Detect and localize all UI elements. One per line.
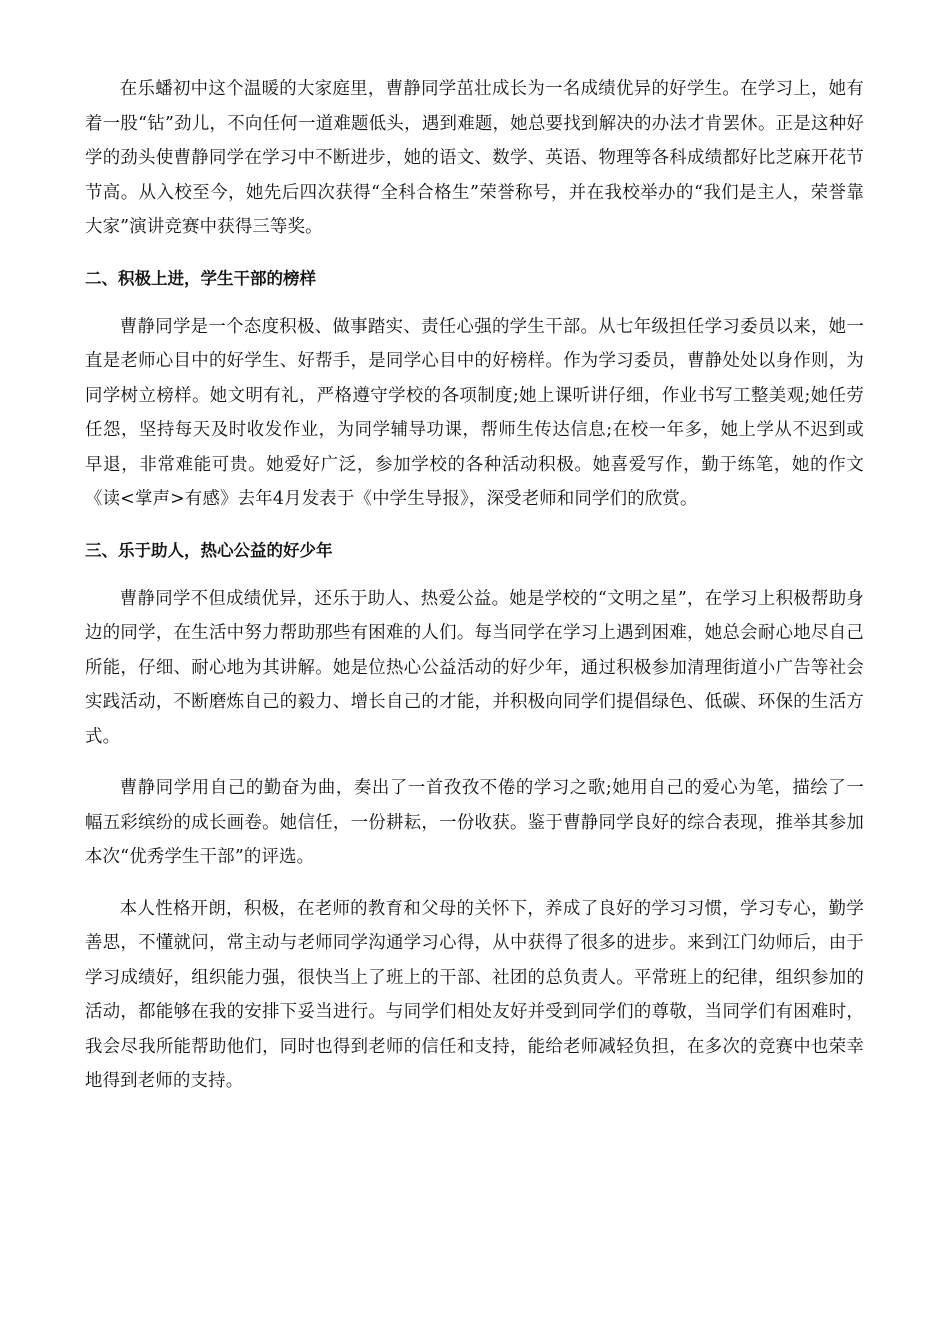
paragraph-leadership: 曹静同学是一个态度积极、做事踏实、责任心强的学生干部。从七年级担任学习委员以来，她一直是老师心目中的好学生、好帮手，是同学心目中的好榜样。作为学习委员，曹静处处以身作则，为同学树立榜样。她文明有礼，严格遵守学校的各项制度;她上课听讲仔细，作业书写工整美观;她任劳任怨，坚持每天及时收发作业，为同学辅导功课，帮师生传达信息;在校一年多，她上学从不迟到或早退，非常难能可贵。她爱好广泛，参加学校的各种活动积极。她喜爱写作，勤于练笔，她的作文《读<掌声>有感》去年4月发表于《中学生导报》，深受老师和同学们的欣赏。 bbox=[85, 316, 864, 509]
paragraph-recommendation: 曹静同学用自己的勤奋为曲，奏出了一首孜孜不倦的学习之歌;她用自己的爱心为笔，描绘了一幅五彩缤纷的成长画卷。她信任，一份耕耘，一份收获。鉴于曹静同学良好的综合表现，推举其参加本次“优秀学生干部”的评选。 bbox=[85, 778, 864, 867]
paragraph-academic: 在乐蟠初中这个温暖的大家庭里，曹静同学茁壮成长为一名成绩优异的好学生。在学习上，她有着一股“钻”劲儿，不向任何一道难题低头，遇到难题，她总要找到解决的办法才肯罢休。正是这种好学的劲头使曹静同学在学习中不断进步，她的语文、数学、英语、物理等各科成绩都好比芝麻开花节节高。从入校至今，她先后四次获得“全科合格生”荣誉称号，并在我校举办的“我们是主人，荣誉靠大家”演讲竞赛中获得三等奖。 bbox=[85, 79, 864, 237]
spacer bbox=[85, 875, 864, 892]
paragraph-self-evaluation: 本人性格开朗，积极，在老师的教育和父母的关怀下，养成了良好的学习习惯，学习专心，勤学善思，不懂就问，常主动与老师同学沟通学习心得，从中获得了很多的进步。来到江门幼师后，由于学习成绩好，组织能力强，很快当上了班上的干部、社团的总负责人。平常班上的纪律，组织参加的活动，都能够在我的安排下妥当进行。与同学们相处友好并受到同学们的尊敬，当同学们有困难时，我会尽我所能帮助他们，同时也得到老师的信任和支持，能给老师减轻负担，在多次的竞赛中也荣幸地得到老师的支持。 bbox=[85, 898, 864, 1091]
document-page bbox=[85, 72, 864, 1099]
section-heading-2: 二、积极上进，学生干部的榜样 bbox=[85, 268, 316, 288]
spacer bbox=[85, 245, 864, 262]
paragraph-helping-others: 曹静同学不但成绩优异，还乐于助人、热爱公益。她是学校的“文明之星”，在学习上积极帮助身边的同学，在生活中努力帮助那些有困难的人们。每当同学在学习上遇到困难，她总会耐心地尽自己所能，仔细、耐心地为其讲解。她是位热心公益活动的好少年，通过积极参加清理街道小广告等社会实践活动，不断磨炼自己的毅力、增长自己的才能，并积极向同学们提倡绿色、低碳、环保的生活方式。 bbox=[85, 588, 864, 747]
spacer bbox=[85, 517, 864, 534]
spacer bbox=[85, 568, 864, 582]
spacer bbox=[85, 754, 864, 771]
spacer bbox=[85, 296, 864, 310]
section-heading-3: 三、乐于助人，热心公益的好少年 bbox=[85, 540, 333, 560]
